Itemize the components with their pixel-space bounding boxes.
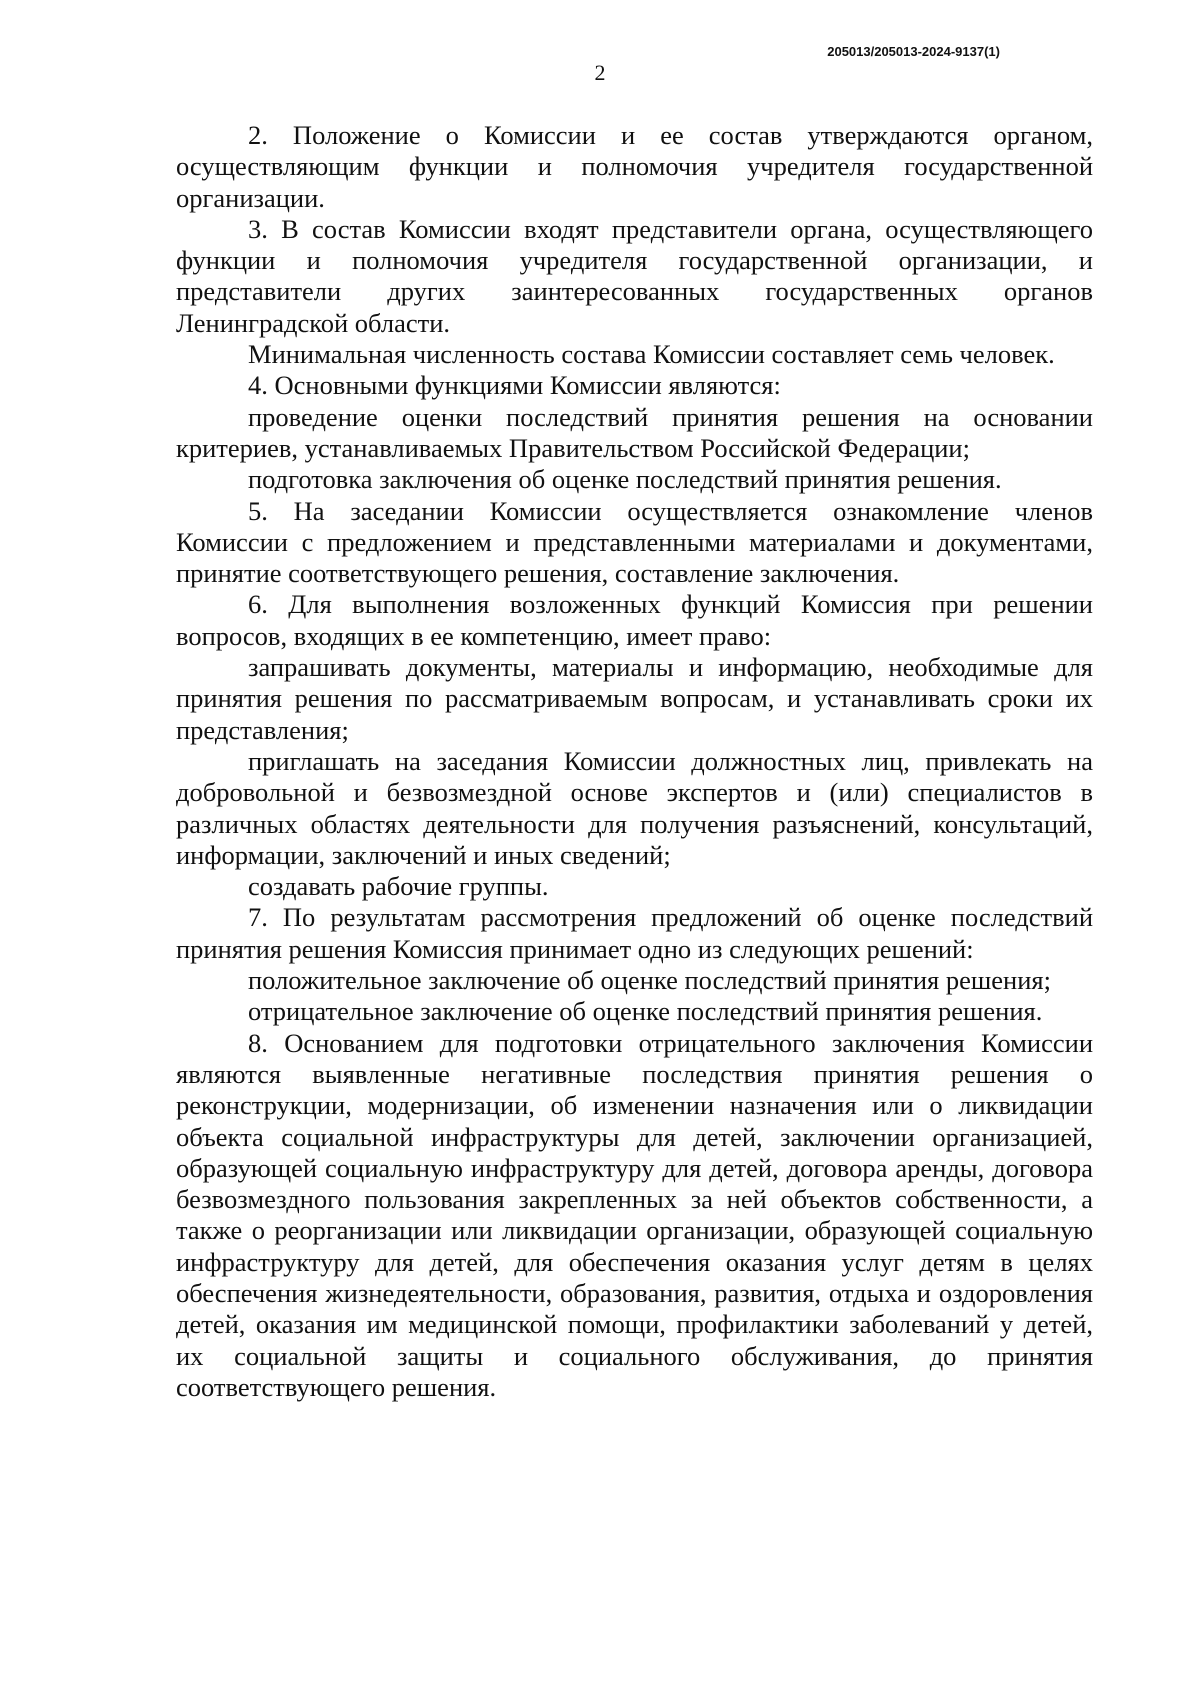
- paragraph-8: 8. Основанием для подготовки отрицательного заключения Комиссии являются выявленные негативные последствия принятия решения о реконструкции, модернизации, об изменении назначения или о ликвидации объекта социальной инфраструктуры для детей, заключении организацией, образующей социальную инфраструктуру для детей, договора аренды, договора безвозмездного пользования закрепленных за ней объектов собственности, а также о реорганизации или ликвидации организации, образующей социальную инфраструктуру для детей, для обеспечения оказания услуг детям в целях обеспечения жизнедеятельности, образования, развития, отдыха и оздоровления детей, оказания им медицинской помощи, профилактики заболеваний у детей, их социальной защиты и социального обслуживания, до принятия соответствующего решения.: [176, 1027, 1093, 1402]
- paragraph-6: 6. Для выполнения возложенных функций Комиссия при решении вопросов, входящих в ее компетенцию, имеет право:: [176, 589, 1093, 651]
- paragraph-4-item-2: подготовка заключения об оценке последствий принятия решения.: [248, 464, 1002, 495]
- paragraph-6-item-3: создавать рабочие группы.: [248, 871, 549, 902]
- document-body: [176, 120, 1093, 1403]
- paragraph-5: 5. На заседании Комиссии осуществляется ознакомление членов Комиссии с предложением и представленными материалами и документами, принятие соответствующего решения, составление заключения.: [176, 495, 1093, 589]
- page-number: 2: [594, 60, 606, 85]
- paragraph-7-item-2: отрицательное заключение об оценке последствий принятия решения.: [248, 996, 1043, 1027]
- paragraph-6-item-1: запрашивать документы, материалы и информацию, необходимые для принятия решения по рассматриваемым вопросам, и устанавливать сроки их представления;: [176, 652, 1093, 745]
- paragraph-4-item-1: проведение оценки последствий принятия решения на основании критериев, устанавливаемых Правительством Российской Федерации;: [176, 401, 1093, 463]
- paragraph-7: 7. По результатам рассмотрения предложений об оценке последствий принятия решения Комиссия принимает одно из следующих решений:: [176, 902, 1093, 964]
- paragraph-min-members: Минимальная численность состава Комиссии составляет семь человек.: [248, 339, 1055, 370]
- document-id: 205013/205013-2024-9137(1): [827, 44, 1000, 59]
- paragraph-3: 3. В состав Комиссии входят представители органа, осуществляющего функции и полномочия учредителя государственной организации, и представители других заинтересованных государственных органов Ленинградской области.: [176, 213, 1093, 338]
- paragraph-6-item-2: приглашать на заседания Комиссии должностных лиц, привлекать на добровольной и безвозмездной основе экспертов и (или) специалистов в различных областях деятельности для получения разъяснений, консультаций, информации, заключений и иных сведений;: [176, 745, 1093, 870]
- paragraph-4: 4. Основными функциями Комиссии являются:: [248, 370, 781, 401]
- paragraph-7-item-1: положительное заключение об оценке последствий принятия решения;: [248, 965, 1051, 996]
- paragraph-2: 2. Положение о Комиссии и ее состав утверждаются органом, осуществляющим функции и полномочия учредителя государственной организации.: [176, 120, 1093, 213]
